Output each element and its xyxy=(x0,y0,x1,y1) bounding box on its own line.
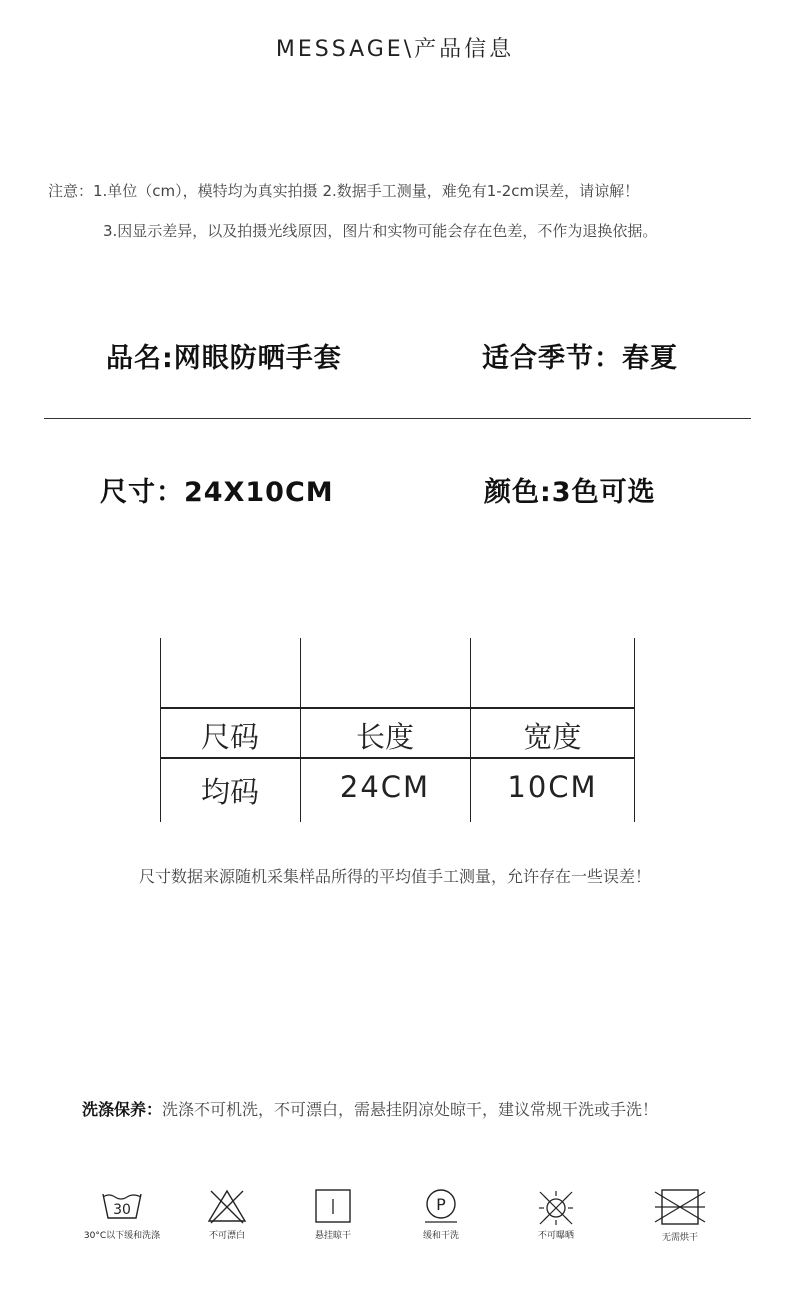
no-tumble-dry-icon xyxy=(652,1188,708,1226)
product-season: 适合季节：春夏 xyxy=(482,343,678,374)
note-line-1: 注意：1.单位（cm），模特均为真实拍摄 2.数据手工测量，难免有1-2cm误差，请谅解！ xyxy=(48,182,640,200)
table-line xyxy=(160,757,635,759)
divider xyxy=(44,418,751,419)
care-icon-hang-dry xyxy=(293,1188,373,1241)
note-line-2: 3.因显示差异，以及拍摄光线原因，图片和实物可能会存在色差，不作为退换依据。 xyxy=(103,222,658,240)
table-line xyxy=(160,707,635,709)
product-size: 尺寸：24X10CM xyxy=(100,477,334,508)
table-cell-width: 10CM xyxy=(507,770,598,804)
table-header-size: 尺码 xyxy=(200,720,259,754)
care-icon-dry-clean xyxy=(401,1188,481,1241)
table-header-length: 长度 xyxy=(355,720,414,754)
wash-temp-text: 30 xyxy=(113,1202,131,1218)
care-icon-wash xyxy=(82,1188,162,1241)
care-icon-no-sun xyxy=(516,1188,596,1241)
care-icon-label: 悬挂晾干 xyxy=(314,1231,351,1241)
care-icon-label: 缓和干洗 xyxy=(422,1231,459,1241)
page-title: MESSAGE\产品信息 xyxy=(275,37,515,62)
care-icon-no-tumble xyxy=(640,1188,720,1243)
care-icon-label: 不可曝晒 xyxy=(537,1231,574,1241)
hang-dry-icon xyxy=(311,1188,355,1224)
no-bleach-icon xyxy=(205,1188,249,1224)
no-sun-dry-icon xyxy=(534,1188,578,1228)
product-name: 品名:网眼防晒手套 xyxy=(106,343,342,374)
care-icon-label: 30°C以下缓和洗涤 xyxy=(83,1231,161,1241)
care-instructions xyxy=(82,1097,658,1120)
table-cell-length: 24CM xyxy=(339,770,431,804)
dry-clean-letter: P xyxy=(436,1195,446,1214)
care-label: 洗涤保养： xyxy=(82,1100,163,1119)
care-icon-label: 无需烘干 xyxy=(661,1233,698,1243)
wash-30-icon xyxy=(100,1188,144,1224)
table-cell-size: 均码 xyxy=(200,775,259,809)
product-color: 颜色:3色可选 xyxy=(484,477,656,508)
care-icon-label: 不可漂白 xyxy=(208,1231,245,1241)
care-icon-no-bleach xyxy=(187,1188,267,1241)
size-footnote: 尺寸数据来源随机采集样品所得的平均值手工测量，允许存在一些误差！ xyxy=(138,867,651,886)
dry-clean-p-icon xyxy=(419,1188,463,1224)
care-text: 洗涤不可机洗，不可漂白，需悬挂阴凉处晾干，建议常规干洗或手洗！ xyxy=(162,1100,659,1119)
size-table xyxy=(160,638,635,822)
table-header-width: 宽度 xyxy=(523,720,582,754)
